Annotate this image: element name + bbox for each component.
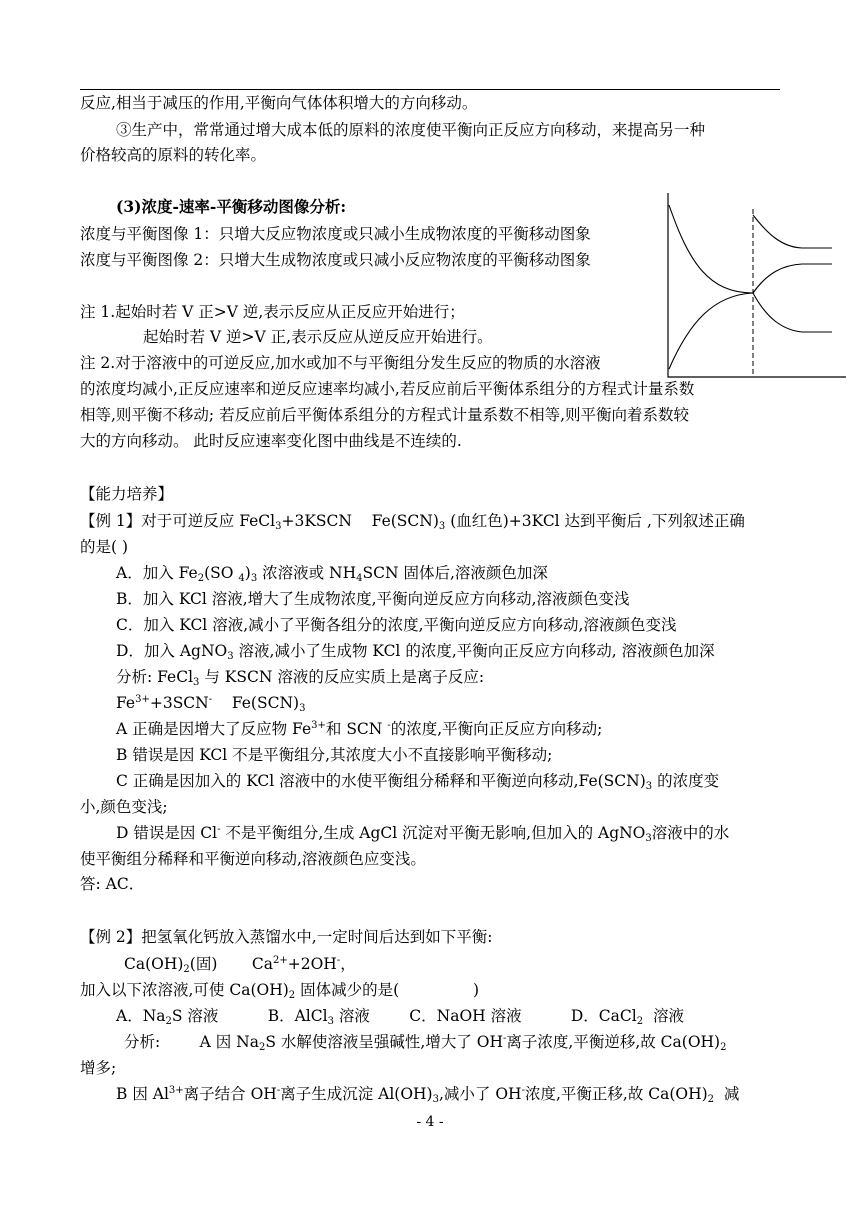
other-after-curve: [753, 293, 802, 332]
text-line: 浓度与平衡图像 1：只增大反应物浓度或只减小生成物浓度的平衡移动图象: [80, 225, 591, 243]
equation: $Fe^{3+}+3SCN^-$ $Fe(SCN)_3$: [116, 694, 306, 714]
product-after-curve: [753, 264, 802, 293]
analysis-line: C 正确是因加入的 KCl 溶液中的水使平衡组分稀释和平衡逆向移动$,Fe(SCN)_3$ 的浓度变: [116, 772, 720, 792]
note-line: 起始时若 V 逆>V 正,表示反应从逆反应开始进行。: [143, 328, 493, 346]
concentration-time-graph: [667, 193, 847, 379]
option-c: C．加入 KCl 溶液,减小了平衡各组分的浓度,平衡向逆反应方向移动,溶液颜色变浅: [116, 616, 677, 634]
header-rule: [80, 89, 780, 90]
example-question: 加入以下浓溶液,可使 $Ca(OH)_2$ 固体减少的是( ): [80, 981, 480, 1001]
analysis-line: A 正确是因增大了反应物 $Fe^{3+}$和 SCN -的浓度,平衡向正反应方向移动;: [116, 720, 603, 738]
analysis-line: 增多;: [80, 1059, 117, 1077]
option-a: A．加入 $Fe_2(SO$ $_4)_3$ 浓溶液或 $NH_4SCN$ 固体后,溶液颜色加深: [116, 564, 548, 584]
analysis-line: B 因 $Al^{3+}$离子结合 OH-离子生成沉淀 $Al(OH)_3$,减小了 OH-浓度,平衡正移,故 $Ca(OH)_2$ 减: [116, 1085, 740, 1105]
note-line: 注 2.对于溶液中的可逆反应,加水或加不与平衡组分发生反应的物质的水溶液: [80, 354, 601, 372]
options-row: A．$Na_2S$ 溶液 B．AlCl$_3$ 溶液 C．NaOH 溶液 D．CaCl$_2$ 溶液: [116, 1007, 684, 1027]
text-line: 反应,相当于减压的作用,平衡向气体体积增大的方向移动。: [80, 94, 478, 112]
text-line: 价格较高的原料的转化率。: [80, 146, 267, 164]
analysis-line: 分析: FeCl$_3$ 与 KSCN 溶液的反应实质上是离子反应:: [116, 668, 485, 688]
product-curve: [669, 293, 753, 369]
text-line: 浓度与平衡图像 2：只增大生成物浓度或只减小反应物浓度的平衡移动图象: [80, 251, 591, 269]
analysis-line: 小,颜色变浅;: [80, 798, 168, 816]
note-line: 注 1.起始时若 V 正>V 逆,表示反应从正反应开始进行；: [80, 303, 465, 321]
option-b: B．加入 KCl 溶液,增大了生成物浓度,平衡向逆反应方向移动,溶液颜色变浅: [116, 590, 630, 608]
reactant-after-curve: [753, 215, 802, 248]
analysis-line: D 错误是因 Cl- 不是平衡组分,生成 AgCl 沉淀对平衡无影响,但加入的 AgNO$_3$溶液中的水: [116, 824, 730, 844]
equation: $Ca(OH)_2$(固) $Ca^{2+}+2OH^-$，: [124, 955, 356, 975]
page-number: - 4 -: [416, 1114, 444, 1130]
analysis-line: 分析: A 因 $Na_2S$ 水解使溶液呈强碱性,增大了 OH-离子浓度,平衡逆移,故 $Ca(OH)_2$: [124, 1033, 727, 1053]
note-line: 的浓度均减小,正反应速率和逆反应速率均减小,若反应前后平衡体系组分的方程式计量系数: [80, 380, 695, 398]
note-line: 相等,则平衡不移动; 若反应前后平衡体系组分的方程式计量系数不相等,则平衡向着系数较: [80, 406, 690, 424]
example-question: 的是( ): [80, 538, 129, 556]
option-d: D．加入 AgNO$_3$ 溶液,减小了生成物 KCl 的浓度,平衡向正反应方向移动, 溶液颜色加深: [116, 642, 715, 662]
analysis-line: B 错误是因 KCl 不是平衡组分,其浓度大小不直接影响平衡移动;: [116, 746, 553, 764]
analysis-line: 使平衡组分稀释和平衡逆向移动,溶液颜色应变浅。: [80, 850, 426, 868]
reactant-curve: [669, 205, 753, 293]
example-question: 【例 1】对于可逆反应 FeCl$_3$+3KSCN $Fe(SCN)_3$ (血红色)+3KCl 达到平衡后 ,下列叙述正确: [80, 512, 745, 532]
note-line: 大的方向移动。 此时反应速率变化图中曲线是不连续的.: [80, 432, 462, 450]
section-title: 【能力培养】: [80, 485, 174, 503]
section-heading: (3)浓度-速率-平衡移动图像分析:: [116, 197, 347, 216]
text-line: ③生产中，常常通过增大成本低的原料的浓度使平衡向正反应方向移动，来提高另一种: [116, 121, 706, 139]
answer: 答: AC．: [80, 875, 145, 893]
example-question: 【例 2】把氢氧化钙放入蒸馏水中,一定时间后达到如下平衡:: [80, 928, 493, 946]
